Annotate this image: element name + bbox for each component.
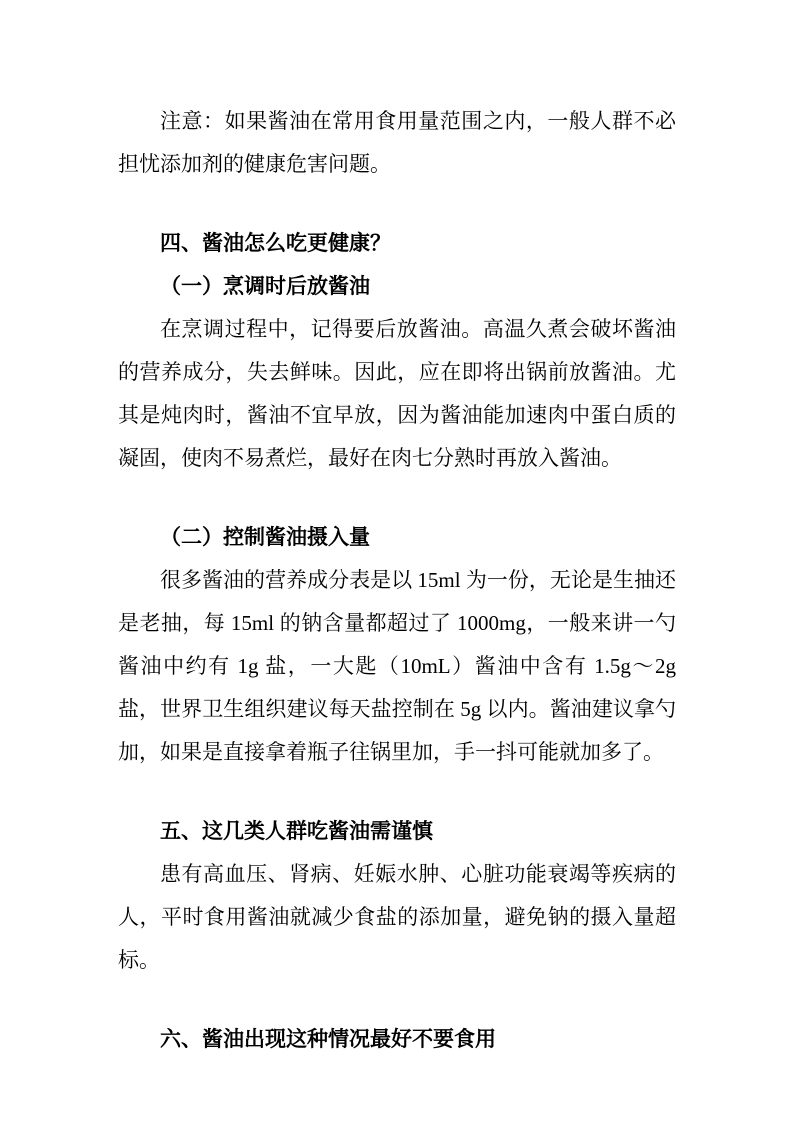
- heading-subsection-4-2: （二）控制酱油摄入量: [160, 526, 370, 549]
- heading-section-6: 六、酱油出现这种情况最好不要食用: [160, 1028, 496, 1051]
- paragraph-subsection-4-1: 在烹调过程中，记得要后放酱油。高温久煮会破坏酱油的营养成分，失去鲜味。因此，应在即将出锅前放酱油。尤其是炖肉时，酱油不宜早放，因为酱油能加速肉中蛋白质的凝固，使肉不易煮烂，最好在肉七分熟时再放入酱油。: [118, 317, 676, 470]
- heading-section-5: 五、这几类人群吃酱油需谨慎: [160, 820, 433, 843]
- heading-section-4: 四、酱油怎么吃更健康？: [160, 232, 391, 255]
- heading-subsection-4-1: （一）烹调时后放酱油: [160, 275, 370, 298]
- paragraph-intro-note: 注意：如果酱油在常用食用量范围之内，一般人群不必担忧添加剂的健康危害问题。: [118, 109, 676, 176]
- paragraph-section-5: 患有高血压、肾病、妊娠水肿、心脏功能衰竭等疾病的人，平时食用酱油就减少食盐的添加量，避免钠的摄入量超标。: [118, 862, 676, 972]
- paragraph-subsection-4-2: 很多酱油的营养成分表是以 15ml 为一份，无论是生抽还是老抽，每 15ml 的钠含量都超过了 1000mg，一般来讲一勺酱油中约有 1g 盐，一大匙（10mL）酱油中含有 1.5g～2g 盐，世界卫生组织建议每天盐控制在 5g 以内。酱油建议拿勺加，如果是直接拿着瓶子往锅里加，手一抖可能就加多了。: [118, 568, 676, 764]
